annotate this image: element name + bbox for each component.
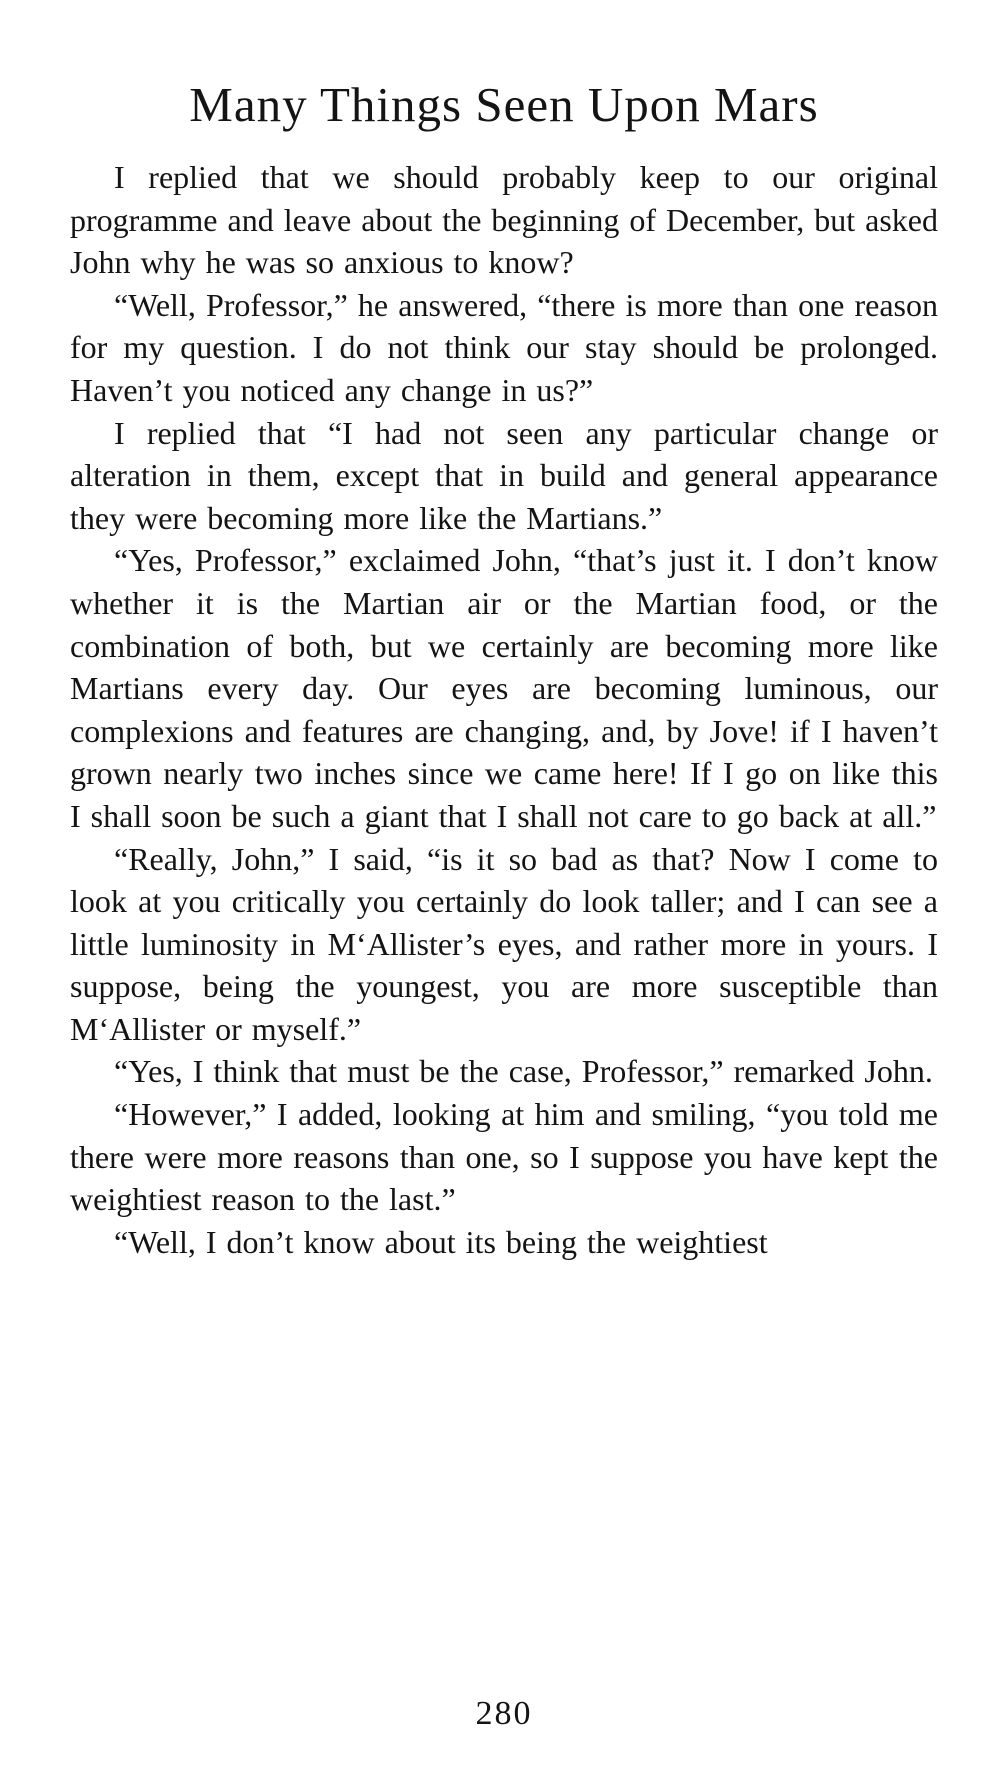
paragraph-3: I replied that “I had not seen any particular change or alteration in them, except that in build and general appearance they were becoming more like the Martians.” — [70, 414, 938, 536]
page-number: 280 — [475, 1695, 533, 1732]
paragraph-2: “Well, Professor,” he answered, “there is more than one reason for my question. I do not think our stay should be prolonged. Haven’t you noticed any change in us?” — [70, 286, 938, 408]
body-text — [70, 156, 938, 1263]
paragraph-5: “Really, John,” I said, “is it so bad as that? Now I come to look at you critically you certainly do look taller; and I can see a little luminosity in M‘Allister’s eyes, and rather more in yours. I suppose, being the youngest, you are more susceptible than M‘Allister or myself.” — [70, 840, 938, 1047]
paragraph-7: “However,” I added, looking at him and smiling, “you told me there were more reasons than one, so I suppose you have kept the weightiest reason to the last.” — [70, 1096, 938, 1218]
paragraph-8: “Well, I don’t know about its being the weightiest — [114, 1223, 768, 1260]
book-page — [70, 0, 938, 1791]
running-head: Many Things Seen Upon Mars — [189, 77, 819, 132]
paragraph-4: “Yes, Professor,” exclaimed John, “that’s just it. I don’t know whether it is the Martian air or the Martian food, or the combination of both, but we certainly are becoming more like Martians every day. Our eyes are becoming luminous, our complexions and features are changing, and, by Jove! if I haven’t grown nearly two inches since we came here! If I go on like this I shall soon be such a giant that I shall not care to go back at all.” — [70, 542, 938, 834]
paragraph-6: “Yes, I think that must be the case, Professor,” remarked John. — [114, 1053, 933, 1090]
paragraph-1: I replied that we should probably keep to our original programme and leave about the beginning of December, but asked John why he was so anxious to know? — [70, 159, 938, 281]
